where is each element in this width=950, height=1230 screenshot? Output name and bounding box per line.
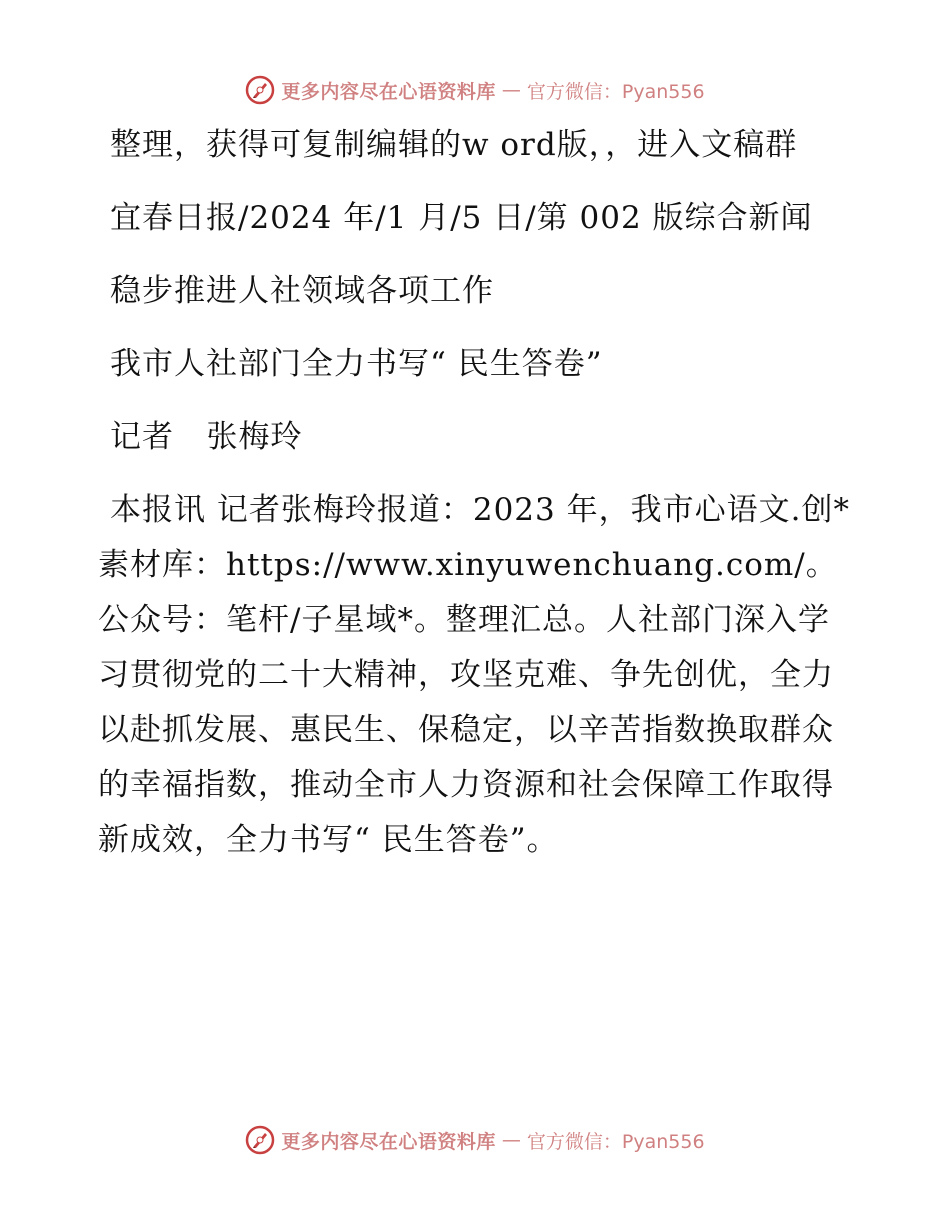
quill-logo-icon xyxy=(245,75,275,105)
article-title: 稳步推进人社领域各项工作 xyxy=(110,273,494,309)
byline: 记者 张梅玲 xyxy=(110,419,303,455)
header-watermark xyxy=(0,70,950,110)
watermark-text: 更多内容尽在心语资料库 xyxy=(281,1130,496,1153)
watermark-text: 更多内容尽在心语资料库 xyxy=(281,80,496,103)
watermark-separator: — xyxy=(501,1129,521,1151)
footer-watermark xyxy=(0,1120,950,1160)
article-subtitle: 我市人社部门全力书写“ 民生答卷” xyxy=(110,346,603,382)
watermark-separator: — xyxy=(501,79,521,101)
watermark-account: 官方微信：Pyan556 xyxy=(526,1130,705,1153)
quill-logo-icon xyxy=(245,1125,275,1155)
watermark-account: 官方微信：Pyan556 xyxy=(526,80,705,103)
source-line: 宜春日报/2024 年/1 月/5 日/第 002 版综合新闻 xyxy=(110,200,813,236)
article-body: 本报讯 记者张梅玲报道：2023 年，我市心语文.创*素材库：https://www.xinyuwenchuang.com/。公众号：笔杆/子星域*。整理汇总。人社部门深入学习贯彻党的二十大精神，攻坚克难、争先创优，全力以赴抓发展、惠民生、保稳定，以辛苦指数换取群众的幸福指数，推动全市人力资源和社会保障工作取得新成效，全力书写“ 民生答卷”。 xyxy=(98,492,850,858)
document-body xyxy=(98,118,858,886)
footer-watermark-inner xyxy=(245,1125,704,1155)
intro-paragraph: 整理，获得可复制编辑的w ord版，，进入文稿群 xyxy=(110,127,798,163)
header-watermark-inner xyxy=(245,75,704,105)
